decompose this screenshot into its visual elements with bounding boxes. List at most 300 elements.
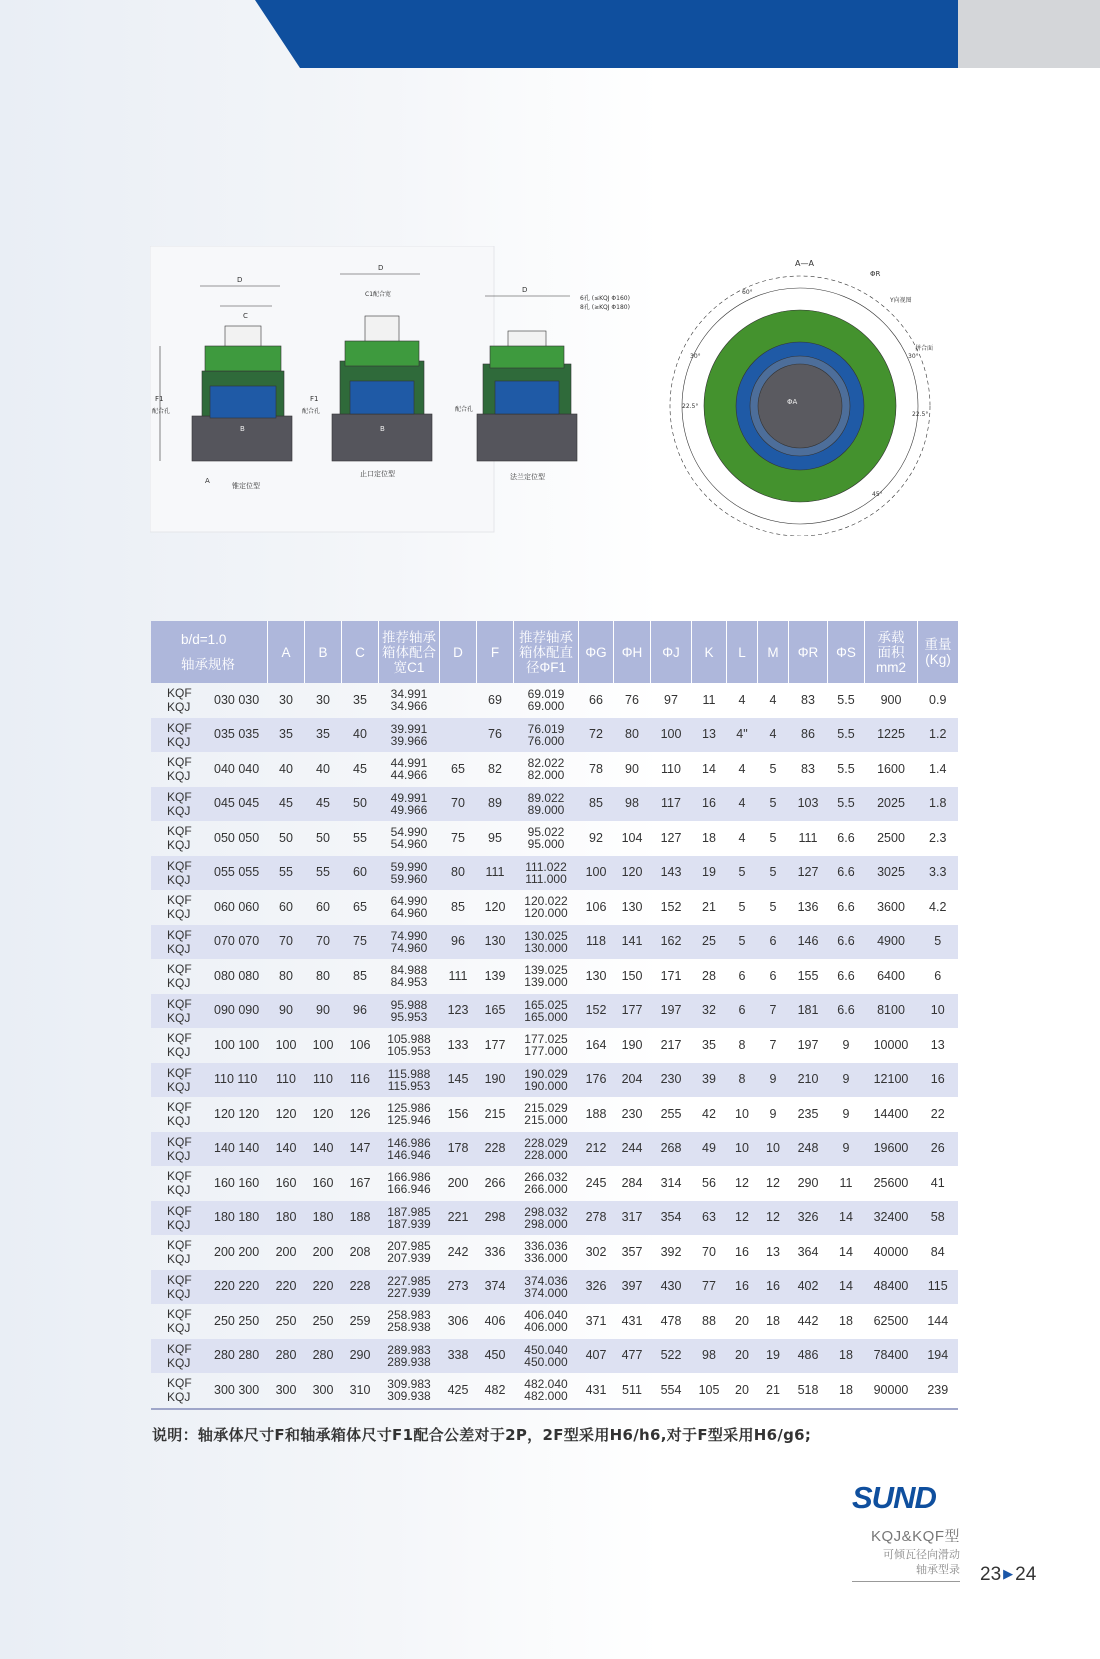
cell-w: 3.3 (918, 856, 959, 891)
cell-b: 50 (316, 830, 330, 845)
cell-c1 (379, 1166, 440, 1201)
fit-hole-1: 配合孔 (152, 408, 171, 415)
split-face-label: 拼合面 (915, 345, 934, 352)
table-row (151, 890, 958, 925)
cell-w: 5 (918, 925, 959, 960)
model-kqj: KQJ (167, 1045, 191, 1060)
dim-d-1: D (237, 276, 243, 284)
header-c: C (342, 621, 379, 683)
tolerance-lower: 336.000 (524, 1251, 568, 1266)
cell-c: 310 (342, 1373, 379, 1409)
cell-a: 50 (279, 830, 293, 845)
cell-c: 45 (353, 761, 367, 776)
cell-d: 75 (451, 830, 465, 845)
cell-r: 364 (797, 1244, 819, 1259)
cell-d: 96 (440, 925, 477, 960)
cell-w: 4.2 (929, 899, 947, 914)
cell-j: 392 (660, 1244, 682, 1259)
cell-f: 298 (477, 1201, 514, 1236)
model-kqj: KQJ (167, 1390, 191, 1405)
model-kqf: KQF (167, 1100, 192, 1115)
cell-h: 120 (614, 856, 651, 891)
cell-r: 111 (798, 830, 818, 845)
cell-g: 245 (585, 1175, 607, 1190)
cell-r: 103 (789, 787, 828, 822)
tolerance-upper: 450.040 (524, 1342, 568, 1357)
tolerance-upper: 139.025 (524, 963, 568, 978)
cell-a: 220 (268, 1270, 305, 1305)
tolerance-upper: 76.019 (527, 721, 565, 736)
cell-b: 140 (305, 1132, 342, 1167)
cell-c1 (379, 1270, 440, 1305)
cell-area: 78400 (865, 1339, 918, 1374)
cell-area: 32400 (865, 1201, 918, 1236)
header-f: F (477, 621, 514, 683)
model-kqf: KQF (167, 858, 192, 873)
cell-m: 16 (758, 1270, 789, 1305)
header-l: L (727, 621, 758, 683)
cell-b: 280 (305, 1339, 342, 1374)
cell-a: 120 (275, 1106, 297, 1121)
cell-a: 30 (279, 692, 293, 707)
cell-c1 (379, 787, 440, 822)
cell-w: 22 (930, 1106, 945, 1121)
model-kqj: KQJ (167, 976, 191, 991)
model-kqj: KQJ (167, 1183, 191, 1198)
cell-l: 16 (735, 1244, 749, 1259)
angle-45: 45° (872, 491, 883, 498)
cell-c: 290 (342, 1339, 379, 1374)
cell-d: 273 (440, 1270, 477, 1305)
spec-cell: 080 080 (214, 968, 260, 983)
cell-k: 13 (692, 718, 727, 753)
cell-h: 511 (614, 1373, 651, 1409)
cell-h: 204 (614, 1063, 651, 1098)
model-cell (151, 1063, 199, 1098)
cell-c1 (379, 1201, 440, 1236)
cell-r: 402 (789, 1270, 828, 1305)
cell-d: 133 (447, 1037, 469, 1052)
spec-cell: 160 160 (214, 1175, 260, 1190)
cell-c: 85 (353, 968, 367, 983)
model-cell (151, 1028, 199, 1063)
cell-h: 141 (614, 925, 651, 960)
model-kqj: KQJ (167, 838, 191, 853)
cell-s: 6.6 (828, 856, 865, 891)
model-kqf: KQF (167, 1307, 192, 1322)
page-left: 23 (980, 1564, 1002, 1585)
cell-j: 230 (651, 1063, 692, 1098)
cell-w: 16 (918, 1063, 959, 1098)
cell-area: 2025 (865, 787, 918, 822)
cell-r: 155 (797, 968, 819, 983)
cell-s: 5.5 (837, 692, 855, 707)
cell-k: 16 (692, 787, 727, 822)
spec-cell: 045 045 (199, 787, 268, 822)
cell-a: 280 (268, 1339, 305, 1374)
cell-a: 200 (275, 1244, 297, 1259)
cell-s: 6.6 (828, 994, 865, 1029)
cell-c1 (379, 821, 440, 856)
header-b: B (305, 621, 342, 683)
cell-area: 1225 (865, 718, 918, 753)
table-row (151, 959, 958, 994)
cell-area: 900 (880, 692, 902, 707)
tolerance-lower: 482.000 (524, 1389, 568, 1404)
cell-l: 4 (738, 830, 746, 845)
cell-g: 188 (585, 1106, 607, 1121)
cell-m: 6 (769, 968, 777, 983)
tolerance-lower: 258.938 (387, 1320, 431, 1335)
table-row (151, 1304, 958, 1339)
model-kqj: KQJ (167, 734, 191, 749)
tolerance-upper: 115.988 (387, 1066, 431, 1081)
tolerance-upper: 111.022 (525, 859, 567, 874)
table-row (151, 1132, 958, 1167)
cell-d: 200 (447, 1175, 469, 1190)
header-c1: 推荐轴承 箱体配合 宽C1 (379, 621, 440, 683)
cell-f1 (514, 994, 579, 1029)
cell-f: 111 (477, 856, 514, 891)
cell-c: 65 (353, 899, 367, 914)
cell-m: 7 (758, 994, 789, 1029)
tolerance-upper: 227.985 (387, 1273, 431, 1288)
tolerance-upper: 298.032 (524, 1204, 568, 1219)
header-ratio: b/d=1.0 (181, 632, 227, 647)
fit-hole-2: 配合孔 (302, 408, 321, 415)
cell-d: 178 (440, 1132, 477, 1167)
cell-j: 171 (660, 968, 682, 983)
model-kqf: KQF (167, 686, 192, 701)
cell-f: 120 (484, 899, 506, 914)
phi-a-label: ΦA (787, 398, 798, 406)
cell-c1 (379, 1028, 440, 1063)
cell-f1 (514, 1132, 579, 1167)
cell-c1 (379, 683, 440, 718)
model-kqj: KQJ (167, 769, 191, 784)
header-weight: 重量 (Kg) (918, 621, 959, 683)
dim-d-2: D (378, 264, 384, 272)
cell-j: 217 (660, 1037, 682, 1052)
cell-j: 97 (664, 692, 678, 707)
tolerance-lower: 39.966 (390, 733, 428, 748)
tolerance-upper: 228.029 (524, 1135, 568, 1150)
tolerance-lower: 215.000 (524, 1113, 568, 1128)
table-body (151, 683, 958, 1409)
tolerance-lower: 115.953 (387, 1078, 431, 1093)
tolerance-lower: 289.938 (387, 1354, 431, 1369)
cell-f: 139 (484, 968, 506, 983)
tolerance-upper: 39.991 (390, 721, 428, 736)
cell-f1 (514, 1028, 579, 1063)
cell-area: 19600 (865, 1132, 918, 1167)
model-kqf: KQF (167, 824, 192, 839)
cell-s: 14 (828, 1201, 865, 1236)
tolerance-upper: 49.991 (390, 790, 428, 805)
cell-m: 5 (769, 899, 777, 914)
header-k: K (692, 621, 727, 683)
tolerance-lower: 139.000 (524, 975, 568, 990)
cell-area: 25600 (873, 1175, 909, 1190)
model-kqj: KQJ (167, 700, 191, 715)
cell-h: 317 (614, 1201, 651, 1236)
cell-g: 85 (579, 787, 614, 822)
cell-c: 106 (349, 1037, 371, 1052)
tolerance-upper: 125.986 (387, 1101, 431, 1116)
tolerance-upper: 266.032 (524, 1170, 568, 1185)
model-kqj: KQJ (167, 1148, 191, 1163)
cell-f1 (514, 1063, 579, 1098)
cell-c1 (379, 718, 440, 753)
tolerance-upper: 120.022 (524, 894, 568, 909)
cell-a: 250 (275, 1313, 297, 1328)
cell-k: 105 (692, 1373, 727, 1409)
cell-f: 374 (477, 1270, 514, 1305)
model-cell (151, 718, 199, 753)
model-cell (151, 1270, 199, 1305)
cell-b: 90 (305, 994, 342, 1029)
tolerance-upper: 406.040 (524, 1308, 568, 1323)
cell-w: 144 (927, 1313, 949, 1328)
cell-h: 357 (621, 1244, 643, 1259)
cell-c: 55 (353, 830, 367, 845)
cell-j: 268 (651, 1132, 692, 1167)
cell-f1 (514, 787, 579, 822)
tolerance-lower: 187.939 (387, 1216, 431, 1231)
header-f1: 推荐轴承 箱体配直 径ΦF1 (514, 621, 579, 683)
table-row (151, 1235, 958, 1270)
model-kqf: KQF (167, 755, 192, 770)
cell-g: 371 (585, 1313, 607, 1328)
table-row (151, 718, 958, 753)
spec-cell: 300 300 (199, 1373, 268, 1409)
cell-h: 98 (614, 787, 651, 822)
cell-c1 (379, 856, 440, 891)
cell-w: 194 (918, 1339, 959, 1374)
dim-f1-1: F1 (155, 395, 164, 403)
cell-l: 5 (727, 925, 758, 960)
cell-f1 (514, 683, 579, 718)
tolerance-upper: 34.991 (390, 687, 428, 702)
cell-b: 70 (305, 925, 342, 960)
tolerance-upper: 130.025 (524, 928, 568, 943)
cell-c1 (379, 1097, 440, 1132)
cell-f1 (514, 1235, 579, 1270)
footnote: 说明：轴承体尺寸F和轴承箱体尺寸F1配合公差对于2P，2F型采用H6/h6,对于F型采用H6/g6; (152, 1426, 812, 1444)
drawing-frame (150, 246, 494, 532)
cell-area: 4900 (865, 925, 918, 960)
tolerance-upper: 44.991 (390, 756, 428, 771)
cell-h: 431 (621, 1313, 643, 1328)
cell-w: 6 (934, 968, 942, 983)
cell-m: 19 (758, 1339, 789, 1374)
header-band (255, 0, 958, 68)
cell-l: 8 (738, 1037, 746, 1052)
cell-l: 12 (735, 1175, 749, 1190)
view-label-3: 法兰定位型 (510, 473, 545, 481)
cell-l: 4 (738, 692, 746, 707)
cell-c1 (379, 994, 440, 1029)
hole-note-2: 8孔 (≥KQJ Φ180) (580, 304, 630, 311)
tolerance-upper: 95.022 (527, 825, 565, 840)
model-cell (151, 890, 199, 925)
cell-l: 10 (735, 1106, 749, 1121)
cell-f1 (514, 718, 579, 753)
cell-area: 6400 (877, 968, 905, 983)
cell-m: 7 (769, 1037, 777, 1052)
cell-c1 (379, 1373, 440, 1409)
cell-f1 (514, 856, 579, 891)
angle-30-b: 30° (908, 353, 919, 360)
tolerance-upper: 177.025 (524, 1032, 568, 1047)
cell-d: 70 (440, 787, 477, 822)
cell-c: 188 (342, 1201, 379, 1236)
tolerance-lower: 190.000 (524, 1078, 568, 1093)
cell-b: 180 (305, 1201, 342, 1236)
cell-j: 430 (651, 1270, 692, 1305)
view-label-1: 锥定位型 (232, 482, 260, 490)
cell-f1 (514, 959, 579, 994)
tolerance-lower: 120.000 (524, 906, 568, 921)
table-row (151, 925, 958, 960)
tolerance-lower: 44.966 (390, 768, 428, 783)
cell-k: 14 (702, 761, 716, 776)
cell-j: 162 (651, 925, 692, 960)
cell-area: 8100 (865, 994, 918, 1029)
model-cell (151, 1201, 199, 1236)
series-subtitle-1: 可倾瓦径向滑动 (883, 1548, 960, 1561)
y-view-label: Y向视图 (890, 297, 912, 304)
cell-area: 12100 (865, 1063, 918, 1098)
model-kqf: KQF (167, 996, 192, 1011)
model-kqf: KQF (167, 1203, 192, 1218)
model-cell (151, 925, 199, 960)
cell-h: 150 (621, 968, 643, 983)
dim-d-3: D (522, 286, 528, 294)
cell-f: 406 (484, 1313, 506, 1328)
cell-c1 (379, 890, 440, 925)
cell-w: 2.3 (929, 830, 947, 845)
cell-m: 5 (769, 761, 777, 776)
cell-j: 522 (651, 1339, 692, 1374)
tolerance-lower: 177.000 (524, 1044, 568, 1059)
model-kqj: KQJ (167, 1114, 191, 1129)
cell-s: 18 (828, 1339, 865, 1374)
cell-d: 65 (451, 761, 465, 776)
cell-c1 (379, 925, 440, 960)
cell-m: 4 (769, 692, 777, 707)
cell-s: 6.6 (837, 899, 855, 914)
cell-f1 (514, 925, 579, 960)
spec-cell: 070 070 (199, 925, 268, 960)
cell-m: 18 (766, 1313, 780, 1328)
cell-a: 90 (268, 994, 305, 1029)
cell-m: 9 (758, 1063, 789, 1098)
model-kqf: KQF (167, 1376, 192, 1391)
cell-g: 407 (579, 1339, 614, 1374)
cell-g: 278 (579, 1201, 614, 1236)
header-d: D (440, 621, 477, 683)
cell-f1 (514, 890, 579, 925)
cell-c: 50 (342, 787, 379, 822)
spec-cell: 090 090 (199, 994, 268, 1029)
cell-j: 255 (660, 1106, 682, 1121)
model-cell (151, 1339, 199, 1374)
cell-j: 478 (660, 1313, 682, 1328)
cell-c: 96 (342, 994, 379, 1029)
cell-c1 (379, 1339, 440, 1374)
model-kqf: KQF (167, 1134, 192, 1149)
cell-m: 12 (758, 1201, 789, 1236)
cell-l: 6 (727, 994, 758, 1029)
tolerance-upper: 105.988 (387, 1032, 431, 1047)
cell-r: 442 (797, 1313, 819, 1328)
spec-cell: 040 040 (214, 761, 260, 776)
tolerance-lower: 54.960 (390, 837, 428, 852)
tolerance-lower: 82.000 (527, 768, 565, 783)
cell-c: 147 (342, 1132, 379, 1167)
series-subtitle-2: 轴承型录 (916, 1563, 960, 1576)
spec-cell: 050 050 (214, 830, 260, 845)
cell-j: 314 (660, 1175, 682, 1190)
table-row (151, 1270, 958, 1305)
tolerance-upper: 54.990 (390, 825, 428, 840)
cell-f: 89 (477, 787, 514, 822)
table-row (151, 683, 958, 718)
cell-c1 (379, 1063, 440, 1098)
cell-h: 397 (614, 1270, 651, 1305)
header-area: 承载 面积 mm2 (865, 621, 918, 683)
model-kqj: KQJ (167, 941, 191, 956)
tolerance-upper: 215.029 (524, 1101, 568, 1116)
model-kqj: KQJ (167, 1010, 191, 1025)
cell-h: 130 (621, 899, 643, 914)
cell-d: 145 (440, 1063, 477, 1098)
cell-r: 127 (789, 856, 828, 891)
model-cell (151, 994, 199, 1029)
tolerance-lower: 89.000 (527, 802, 565, 817)
spec-cell: 120 120 (214, 1106, 260, 1121)
cell-area: 90000 (865, 1373, 918, 1409)
tolerance-upper: 166.986 (387, 1170, 431, 1185)
cell-area: 3025 (865, 856, 918, 891)
tolerance-upper: 258.983 (387, 1308, 431, 1323)
tolerance-lower: 374.000 (524, 1285, 568, 1300)
cell-s: 5.5 (837, 761, 855, 776)
model-cell (151, 1097, 199, 1132)
cell-area: 62500 (873, 1313, 909, 1328)
cell-area: 1600 (877, 761, 905, 776)
cell-b: 35 (305, 718, 342, 753)
cell-k: 63 (692, 1201, 727, 1236)
cell-g: 212 (579, 1132, 614, 1167)
cell-c1 (379, 752, 440, 787)
model-cell (151, 1304, 199, 1339)
cell-f: 190 (477, 1063, 514, 1098)
cell-c: 228 (342, 1270, 379, 1305)
cell-s: 6.6 (837, 830, 855, 845)
cell-g: 66 (589, 692, 603, 707)
cell-f1 (514, 1373, 579, 1409)
cell-d: 425 (440, 1373, 477, 1409)
model-kqf: KQF (167, 1065, 192, 1080)
tolerance-lower: 105.953 (387, 1044, 431, 1059)
cell-c: 116 (342, 1063, 379, 1098)
header-s: ΦS (828, 621, 865, 683)
page-numbers (980, 1564, 1036, 1586)
cell-f: 228 (477, 1132, 514, 1167)
tolerance-lower: 207.939 (387, 1251, 431, 1266)
